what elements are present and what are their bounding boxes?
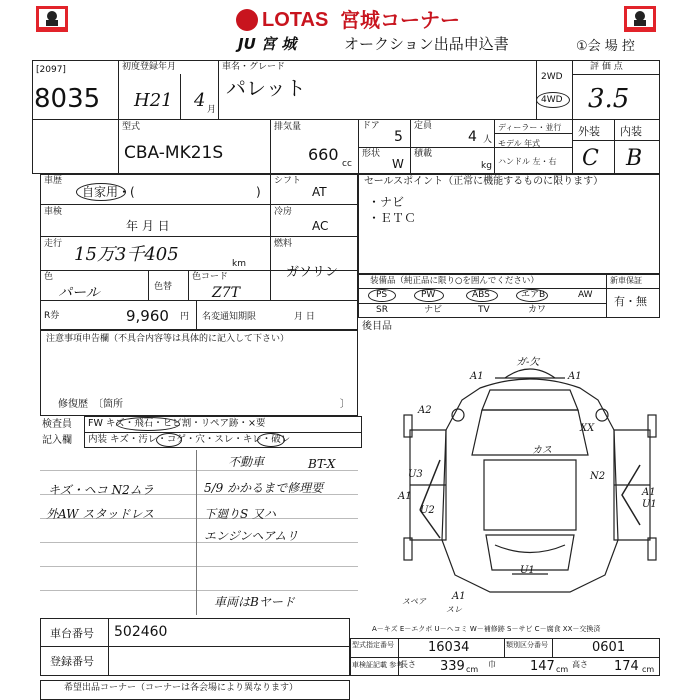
width-unit: cm [556, 665, 569, 674]
eq-tv: TV [478, 305, 490, 315]
registration-label: 登録番号 [50, 655, 94, 668]
mark-u1-b: U1 [520, 565, 535, 576]
model-num-label: 型式指定番号 [352, 641, 394, 649]
drive-4wd: 4WD [541, 95, 563, 105]
mark-sure: スレ [446, 605, 462, 614]
color-label: 色 [44, 272, 54, 282]
mark-xx: XX [580, 423, 595, 434]
mark-spare: スペア [402, 597, 426, 606]
mark-u3: U3 [408, 469, 423, 480]
exterior-row-label: 検査員 [42, 419, 72, 430]
form-title: オークション出品申込書 [344, 35, 509, 53]
copy-label: ①会 場 控 [576, 39, 635, 54]
inspection-row1: FW キズ・飛石・ヒビ割・リペア跡・×要 [88, 418, 266, 429]
form-brand: JU 宮 城 [238, 35, 297, 53]
inspection-value: 年 月 日 [126, 219, 170, 233]
chassis-label: 車台番号 [50, 627, 94, 640]
doors: 5 [394, 129, 403, 145]
brand-emblem [236, 9, 258, 31]
lot-number: 8035 [34, 84, 101, 114]
capacity: 4 [468, 129, 477, 145]
note-7: 車両はBヤード [214, 595, 295, 609]
right-logo [624, 6, 656, 32]
grade-label: 評 価 点 [590, 62, 623, 72]
history-label: 車歴 [44, 176, 63, 186]
doors-label: ドア [362, 121, 380, 131]
mark-a2: A2 [418, 405, 432, 416]
width: 147 [530, 659, 555, 674]
history-value: 自家用・( [82, 185, 135, 199]
left-logo [36, 6, 68, 32]
load-unit: kg [481, 161, 492, 171]
color-code-label: 色コード [192, 272, 229, 282]
dealer-label: ディーラー・並行 [498, 123, 562, 132]
recycle-value: 9,960 [126, 307, 169, 325]
mark-a1-r: A1 [642, 487, 656, 498]
warranty-value: 有・無 [614, 295, 647, 308]
note-4: 外AW スタッドレス [46, 507, 154, 521]
capacity-label: 定員 [414, 121, 433, 131]
mark-u2: U2 [420, 505, 435, 516]
ac: AC [312, 219, 329, 233]
note-6: エンジンヘアムリ [204, 529, 299, 543]
transfer-label: 名変通知期限 [202, 312, 257, 322]
height-label: 高さ [572, 660, 588, 669]
inspection-row2: 内装 キズ・汚レ・コゲ・穴・スレ・キレ・破レ [88, 434, 291, 445]
color: パール [58, 285, 100, 301]
mark-a1-tr: A1 [568, 371, 582, 382]
eq-navi: ナビ [424, 305, 443, 315]
mark-u1-r: U1 [642, 499, 657, 510]
driver-icon [36, 6, 68, 32]
capacity-unit: 人 [483, 135, 493, 145]
point-1: ・ナビ [368, 195, 405, 209]
first-reg-label: 初度登録年月 [122, 62, 177, 72]
note-2: キズ・ヘコ N2ムラ [48, 483, 154, 497]
mark-a1-tl: A1 [470, 371, 484, 382]
month-unit: 月 [207, 105, 217, 115]
note-3: 5/9 かかるまで修理要 [204, 481, 324, 495]
exterior-grade: C [582, 146, 599, 171]
drive-2wd: 2WD [541, 72, 563, 82]
history-close: ) [256, 185, 261, 199]
yen-unit: 円 [180, 312, 190, 322]
load-label: 積載 [414, 149, 433, 159]
warranty-label: 新車保証 [610, 276, 642, 285]
height-unit: cm [642, 665, 655, 674]
mark-top: ガ-欠 [516, 357, 540, 368]
recycle-label: R券 [44, 311, 60, 321]
model: CBA-MK21S [124, 143, 224, 163]
cc-unit: cc [342, 159, 352, 169]
hope-label: 希望出品コーナー（コーナーは各会場により異なります） [64, 683, 299, 693]
fuel-label: 燃料 [274, 239, 293, 249]
repair-close: 〕 [340, 399, 350, 410]
model-label: 型式 [122, 122, 141, 132]
legend: A－キズ E－エクボ U－ヘコミ W－補修跡 S－サビ C－腐食 XX－交換済 [372, 625, 601, 633]
class-num: 0601 [592, 640, 626, 655]
interior-grade: B [626, 146, 643, 171]
eq-sr: SR [376, 305, 388, 315]
selling-points-label: セールスポイント（正常に機能するものに限ります） [364, 176, 604, 187]
eq-pw: PW [421, 290, 436, 300]
note-5: 下廻りS 又ハ [204, 507, 277, 521]
length-unit: cm [466, 665, 479, 674]
eq-aw: AW [578, 290, 593, 300]
fuel: ガソリン [286, 265, 339, 280]
model-num: 16034 [428, 640, 470, 655]
ac-label: 冷房 [274, 207, 293, 217]
driver-icon [624, 6, 656, 32]
point-2: ・ＥＴＣ [368, 211, 417, 225]
km-unit: km [232, 259, 246, 269]
length-label: 長さ [400, 660, 416, 669]
displacement: 660 [308, 145, 339, 164]
mileage-label: 走行 [44, 239, 63, 249]
notes-label: 注意事項申告欄（不具合内容等は具体的に記入して下さい） [46, 334, 290, 344]
color-code: Z7T [212, 285, 240, 301]
eq-kawa: カワ [528, 305, 547, 315]
mark-a1-bl: A1 [452, 591, 466, 602]
transfer-value: 月 日 [294, 312, 315, 322]
car-name-label: 車名・グレード [222, 62, 286, 72]
displacement-label: 排気量 [274, 122, 302, 132]
handle-label: ハンドル 左・右 [498, 157, 557, 166]
class-num-label: 類別区分番号 [506, 641, 548, 649]
shape: W [392, 157, 404, 171]
color-change-label: 色替 [154, 282, 173, 292]
mark-a1-l: A1 [398, 491, 412, 502]
note-1b: BT-X [308, 457, 336, 471]
width-label: 巾 [488, 660, 496, 669]
mark-ka: カス [532, 445, 552, 456]
chassis: 502460 [114, 624, 168, 640]
era: H21 [134, 90, 173, 111]
note-1: 不動車 [228, 455, 265, 469]
shift-label: シフト [274, 176, 302, 186]
length: 339 [440, 659, 465, 674]
record-row-label: 記入欄 [42, 435, 72, 446]
brand-logo: LOTAS [262, 9, 329, 31]
small-code: [2097] [36, 65, 66, 75]
interior-label: 内装 [620, 125, 642, 138]
shape-label: 形状 [362, 149, 381, 159]
month: 4 [194, 90, 206, 111]
repair-label: 修復歴 〔箇所 [58, 399, 123, 410]
mark-n2: N2 [590, 471, 606, 482]
inspection-label: 車検 [44, 207, 63, 217]
mileage: 15万3千405 [74, 244, 179, 265]
exterior-label: 外装 [578, 125, 600, 138]
shift: AT [312, 185, 327, 199]
height: 174 [614, 659, 639, 674]
dims-label: 車検証記載 参考 [352, 661, 404, 669]
equipment-label: 装備品（純正品に限り○を囲んでください） [370, 276, 539, 286]
eq-airbag: エアB [521, 290, 546, 300]
eq-ps: PS [376, 290, 388, 300]
brand-title: 宮城コーナー [340, 8, 460, 32]
rear-seat-label: 後目品 [362, 321, 392, 332]
model-year-label: モデル 年式 [498, 139, 541, 148]
grade: 3.5 [588, 84, 630, 114]
eq-abs: ABS [472, 290, 490, 300]
car-name: パレット [226, 76, 306, 100]
